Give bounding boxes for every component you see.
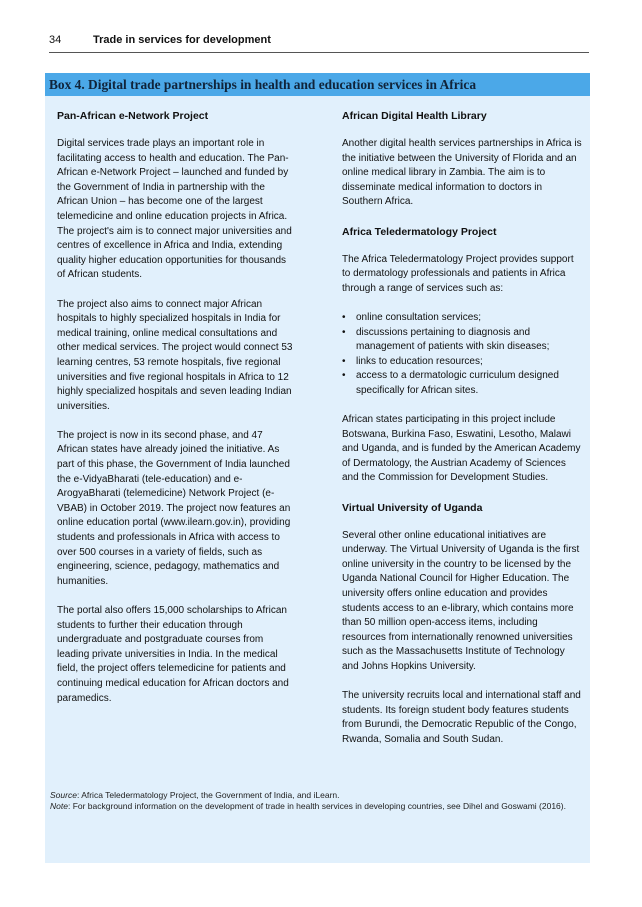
note-label: Note	[50, 801, 68, 811]
page-number: 34	[49, 34, 62, 46]
list-item: • links to education resources;	[342, 355, 582, 370]
paragraph: Another digital health services partnerships in Africa is the initiative between the University of Florida and an online medical library in Zambia. The aim is to disseminate medical information to doctors in Southern Africa.	[342, 138, 582, 208]
box-title: Box 4. Digital trade partnerships in health and education services in Africa	[45, 73, 590, 96]
source-label: Source	[50, 790, 77, 800]
right-column	[342, 109, 582, 762]
paragraph: The Africa Teledermatology Project provides support to dermatology professionals and patients in Africa through a range of services such as:	[342, 253, 574, 294]
paragraph: The project also aims to connect major African hospitals to highly specialized hospitals in India for medical training, online medical consultations and other medical services. The project would connect 53 learning centres, 53 remote hospitals, five regional universities and five regional hospitals in Africa to 12 highly specialized hospitals and seven leading Indian universities.	[57, 298, 293, 412]
paragraph: The university recruits local and international staff and students. Its foreign student body features students from Burundi, the Democratic Republic of the Congo, Rwanda, Somalia and South Sudan.	[342, 690, 581, 745]
pan-african-heading: Pan-African e-Network Project	[57, 110, 209, 122]
paragraph: African states participating in this project include Botswana, Burkina Faso, Eswatini, Lesotho, Malawi and Uganda, and is funded by the American Academy of Dermatology, the Austrian Academy of Sciences and the Commission for Development Studies.	[342, 414, 581, 484]
paragraph: Several other online educational initiatives are underway. The Virtual University of Uganda is the first online university in the country to be licensed by the Uganda National Council for Higher Education. The university offers online education and provides students access to an e-library, which contains more than 50 million open-access items, including resources from internationally renowned universities such as the Massachusetts Institute of Technology and Johns Hopkins University.	[342, 529, 580, 672]
paragraph: The portal also offers 15,000 scholarships to African students to further their education through undergraduate and postgraduate courses from leading private universities in India. In the medical field, the project offers telemedicine for patients and continuing medical education for African doctors and paramedics.	[57, 605, 289, 704]
source-text: : Africa Teledermatology Project, the Government of India, and iLearn.	[76, 790, 340, 800]
footnotes	[50, 790, 585, 812]
list-item: • discussions pertaining to diagnosis and management of patients with skin diseases;	[342, 326, 582, 355]
virtual-university-heading: Virtual University of Uganda	[342, 501, 483, 514]
teledermatology-heading: Africa Teledermatology Project	[342, 225, 497, 238]
list-item: • access to a dermatologic curriculum designed specifically for African sites.	[342, 369, 582, 398]
services-list	[342, 311, 582, 399]
digital-health-library-heading: African Digital Health Library	[342, 110, 487, 122]
note-text: : For background information on the development of trade in health services in developing countries, see Dihel and Goswami (2016).	[67, 801, 566, 811]
left-column	[57, 109, 295, 721]
list-item: • online consultation services;	[342, 311, 582, 326]
page-header	[49, 31, 589, 53]
box-4-panel	[45, 73, 590, 863]
source-note	[50, 790, 585, 801]
general-note	[50, 801, 585, 812]
running-title: Trade in services for development	[93, 34, 271, 46]
paragraph: Digital services trade plays an important role in facilitating access to health and education. The Pan-African e-Network Project – launched and funded by the Government of India in partnership with the African Union – has become one of the largest telemedicine and online education projects in Africa. The project's aim is to connect major universities and centres of excellence in Africa and India, extending quality higher education opportunities for thousands of African students.	[57, 138, 292, 281]
paragraph: The project is now in its second phase, and 47 African states have already joined the initiative. As part of this phase, the Government of India launched the e-VidyaBharati (tele-education) and e-ArogyaBharati (telemedicine) Network Project (e-VBAB) in October 2019. The project now features an online education portal (www.ilearn.gov.in), providing students and professionals in Africa with access to over 500 courses in a variety of fields, such as engineering, science, pedagogy, mathematics and humanities.	[57, 429, 291, 587]
